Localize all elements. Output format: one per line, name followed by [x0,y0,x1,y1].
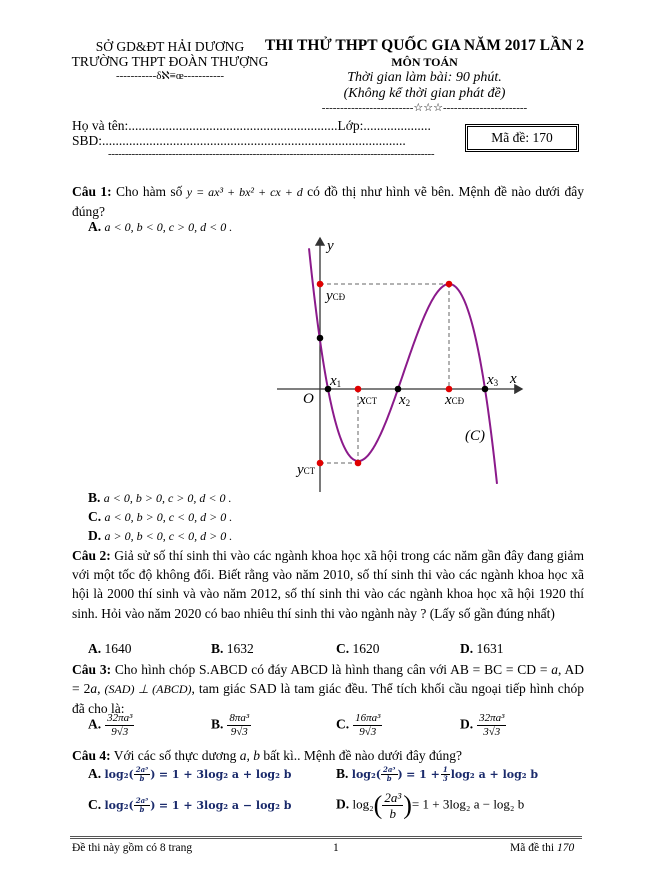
option-letter: A. [88,641,102,656]
option-rhs: = 1 + 3log₂ a − log₂ b [411,796,525,812]
option-letter: C. [336,716,350,732]
option-rhs: log₂ a + log₂ b [450,768,539,781]
footer-code-label: Mã đề thi [510,842,555,854]
question-3-var: a [90,681,98,697]
option-letter: D. [460,716,474,732]
x2-label: x2 [399,392,411,408]
subject-name: MÔN TOÁN [391,55,458,69]
question-3-var: a [551,662,559,677]
point-yct [317,460,324,467]
question-2-text: Giả sử số thí sinh thi vào các ngành khoa học xã hội trong các năm gần đây đang giảm với một tốc độ không đổi. Biết rằng vào năm 2010, số thí sinh thi vào các ngành khoa học xã hội là 2000 thí sinh và vào năm 2012, số thí sinh thi vào các ngành khoa học xã hội 1920 thí sinh. Hỏi vào năm 2020 có bao nhiêu thí sinh thi vào ngành này ? (Lấy số gần đúng nhất) [72,548,585,621]
option-fraction: $\frac{\text{32πa³}}{9√3}$ [107,712,133,738]
q4-option-d[interactable]: D. log₂( $\frac{\text{2a³}}{b}$ )= 1 + 3log₂ a − log₂ b [336,790,525,821]
q2-option-a[interactable] [88,641,132,657]
question-4-text-after: bất kì.. Mệnh đề nào dưới đây đúng? [263,748,462,763]
q3-option-b[interactable] [211,712,251,739]
school-name: TRƯỜNG THPT ĐOÀN THƯỢNG [71,54,269,69]
x1-label: x1 [330,373,342,389]
question-3-punct: , [97,681,101,697]
q1-option-d[interactable] [88,528,232,544]
question-1-label: Câu 1: [72,184,112,199]
option-fraction: $\frac{\text{8πa³}}{9√3}$ [229,712,250,738]
option-letter: A. [88,766,102,781]
option-text: a < 0, b > 0, c > 0, d < 0 . [103,491,232,505]
ycd-label: yCĐ [326,288,346,304]
option-fraction: $\frac{\text{2a³}}{b}$ [383,765,396,784]
footer-page-number: 1 [333,842,339,854]
option-lhs: log₂ [104,799,129,812]
option-lhs: log₂ [351,768,376,781]
left-ornament: -----------δℵ≡œ----------- [115,70,225,82]
q1-option-c[interactable] [88,509,232,525]
option-text: 1632 [226,641,254,656]
question-3-punct: , [558,662,562,677]
option-fraction: $\frac{\text{2a³}}{b}$ [135,796,149,815]
exam-code: Mã đề: 170 [491,130,553,145]
xct-label: xCT [359,392,378,408]
point-ycd [317,281,324,288]
option-text: a < 0, b > 0, c < 0, d > 0 . [104,510,233,524]
question-3-text-end: , tam giác SAD là tam giác đều. Thể tích khối cầu ngoại tiếp hình chóp đã cho là: [72,681,584,717]
option-letter: D. [336,796,350,812]
x-axis-label: x [510,371,517,387]
option-letter: A. [88,716,102,732]
question-1-text-before: Cho hàm số [115,184,183,199]
option-letter: B. [211,716,224,732]
option-rhs: = 1 + [406,768,440,781]
question-3-text-1: Cho hình chóp S.ABCD có đáy ABCD là hình thang cân với AB = BC = CD = [114,662,552,677]
point-min [355,460,362,467]
origin-label: O [303,391,314,407]
yct-label: yCT [297,462,316,478]
q3-option-c[interactable] [336,712,382,739]
option-text: a < 0, b < 0, c > 0, d < 0 . [104,220,233,234]
option-text: 1620 [352,641,380,656]
right-ornament: -------------------------☆☆☆----------------------- [321,102,528,114]
option-letter: A. [88,219,102,234]
info-separator: ------------------------------------------------------------------------------------------------- [108,148,435,160]
option-letter: D. [460,641,474,656]
x3-label: x3 [487,372,499,388]
q2-option-b[interactable] [211,641,254,657]
question-1-text-after: có đồ thị như hình vẽ bên. Mệnh đề nào dưới đây đúng? [72,184,585,220]
question-4-vars: a, b [239,748,261,763]
option-text: 1640 [104,641,132,656]
exam-duration: Thời gian làm bài: 90 phút. [347,70,502,85]
question-2 [72,546,584,623]
q4-option-c[interactable]: C. log₂( $\frac{\text{2a³}}{b}$ ) = 1 + 3log₂ a − log₂ b [88,796,292,815]
option-rhs-fraction: $\frac{1}{3}$ [442,765,448,784]
option-letter: B. [336,766,349,781]
option-fraction: $\frac{\text{2a³}}{b}$ [135,765,149,784]
question-3 [72,660,584,719]
department-name: SỞ GD&ĐT HẢI DƯƠNG [95,39,245,54]
student-id-field[interactable]: SBD:.......................................................................................... [72,133,406,148]
q4-option-b[interactable]: B. log₂( $\frac{\text{2a³}}{b}$ ) = 1 + $\frac{1}{3}$ log₂ a + log₂ b [336,765,539,784]
option-letter: C. [336,641,350,656]
y-axis-label: y [327,238,334,254]
point-y-intercept [317,335,324,342]
option-rhs: = 1 + 3log₂ a + log₂ b [158,768,292,781]
option-letter: D. [88,528,102,543]
option-letter: C. [88,509,102,524]
q1-option-b[interactable] [88,490,231,506]
q4-option-a[interactable]: A. log₂( $\frac{\text{2a³}}{b}$ ) = 1 + 3log₂ a + log₂ b [88,765,292,784]
q3-option-d[interactable] [460,712,506,739]
footer-code-value: 170 [556,842,575,854]
q2-option-d[interactable] [460,641,504,657]
question-3-text-2: AD = 2 [72,662,584,697]
option-text: 1631 [476,641,504,656]
question-4-text-before: Với các số thực dương [113,748,237,763]
option-lhs: log₂ [104,768,129,781]
question-3-formula: (SAD) ⊥ (ABCD) [104,682,192,697]
option-rhs: = 1 + 3log₂ a − log₂ b [158,799,292,812]
student-name-field[interactable]: Họ và tên:..............................................................Lớp:.................... [72,118,431,133]
exam-duration-note: (Không kể thời gian phát đề) [343,86,506,101]
question-4-label: Câu 4: [72,748,111,763]
footer-divider [70,836,582,839]
footer-pages-note: Đề thi này gồm có 8 trang [72,842,193,854]
question-2-label: Câu 2: [72,548,111,563]
q3-option-a[interactable] [88,712,134,739]
question-3-label: Câu 3: [72,662,112,677]
point-max [446,281,453,288]
option-letter: B. [88,490,101,505]
option-fraction: $\frac{\text{16πa³}}{9√3}$ [355,712,381,738]
option-lhs: log₂ [352,796,374,812]
xcd-label: xCĐ [445,392,465,408]
q2-option-c[interactable] [336,641,380,657]
option-letter: C. [88,797,102,812]
question-4 [72,748,462,764]
curve-label: (C) [465,428,485,444]
footer-exam-code [510,842,574,854]
option-fraction: $\frac{\text{32πa³}}{3√3}$ [479,712,505,738]
exam-title: THI THỬ THPT QUỐC GIA NĂM 2017 LẦN 2 [265,37,584,54]
option-letter: B. [211,641,224,656]
question-1-formula: y = ax³ + bx² + cx + d [186,185,303,199]
option-fraction: $\frac{\text{2a³}}{b}$ [384,790,402,821]
option-text: a > 0, b < 0, c < 0, d > 0 . [104,529,233,543]
